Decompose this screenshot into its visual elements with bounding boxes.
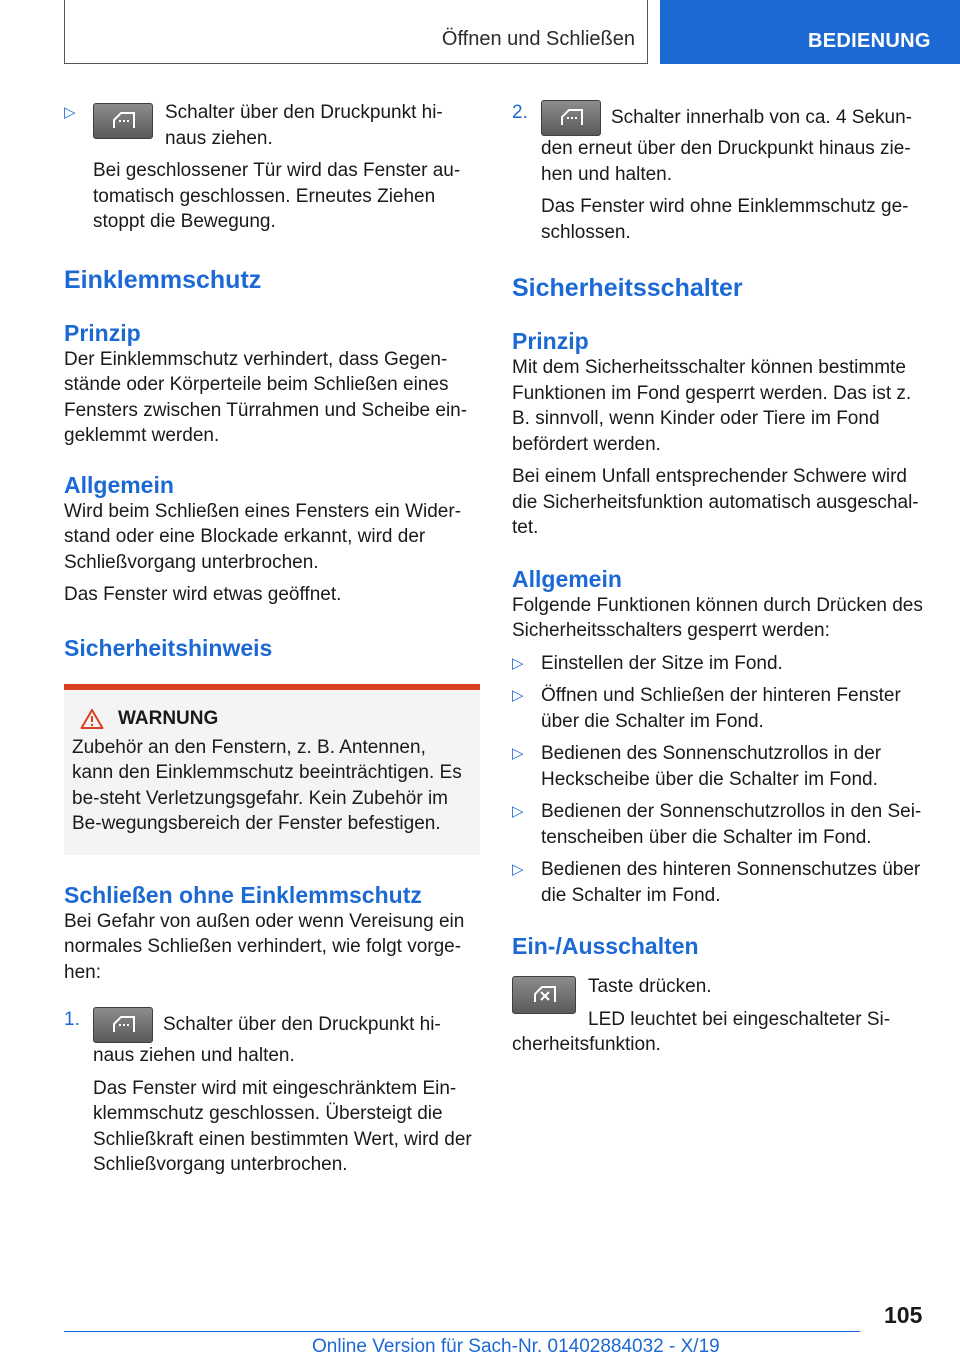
step-continuation: Das Fenster wird mit eingeschränktem Ein-klemmschutz geschlossen. Übersteigt die Schließkraft einen bestimmten Wert, wird der Schließvorgang unterbrochen.	[93, 1077, 472, 1175]
footer-text: Online Version für Sach-Nr. 01402884032 - X/19	[312, 1336, 720, 1357]
bullet-triangle-icon: ▷	[512, 745, 524, 762]
section-title: BEDIENUNG	[808, 30, 931, 52]
bullet-triangle-icon: ▷	[512, 687, 524, 704]
header-chapter-box	[64, 0, 648, 64]
bullet-triangle-icon: ▷	[64, 104, 76, 121]
allgemein-paragraph: Wird beim Schließen eines Fensters ein Wider-stand oder eine Blockade erkannt, wird der Schließvorgang unterbrochen.	[64, 500, 462, 573]
step-text: Schalter über den Druckpunkt hi-naus ziehen und halten.	[93, 1014, 441, 1066]
child-lock-switch-icon	[512, 976, 576, 1014]
window-switch-icon	[93, 1007, 153, 1043]
list-item-text: Öffnen und Schließen der hinteren Fenster über die Schalter im Fond.	[541, 685, 901, 732]
window-switch-icon	[541, 100, 601, 136]
warning-box	[64, 684, 480, 855]
heading-einklemmschutz: Einklemmschutz	[64, 265, 262, 294]
footer-divider	[64, 1331, 860, 1332]
prinzip-paragraph: Bei einem Unfall entsprechender Schwere wird die Sicherheitsfunktion automatisch ausgeschal-tet.	[512, 466, 919, 538]
prinzip-text: Der Einklemmschutz verhindert, dass Gegen-stände oder Körperteile beim Schließen eines Fensters zwischen Türrahmen und Scheibe ein-geklemmt werden.	[64, 348, 468, 446]
right-column	[512, 100, 928, 1058]
list-item	[512, 857, 928, 908]
header-section-tab	[660, 0, 960, 64]
step-item	[512, 100, 928, 245]
window-switch-icon	[93, 103, 153, 139]
ein-aus-text: LED leuchtet bei eingeschalteter Si-cherheitsfunktion.	[512, 1008, 891, 1055]
allgemein-paragraph: Das Fenster wird etwas geöffnet.	[64, 584, 342, 605]
heading-sicherheitshinweis: Sicherheitshinweis	[64, 634, 273, 661]
step-number: 2.	[512, 102, 528, 123]
prinzip-paragraph: Mit dem Sicherheitsschalter können bestimmte Funktionen im Fond gesperrt werden. Das ist z. B. sinnvoll, wenn Kinder oder Tiere im Fond befördert werden.	[512, 357, 912, 455]
ein-aus-text: Taste drücken.	[588, 976, 712, 997]
allgemein-text: Folgende Funktionen können durch Drücken des Sicherheitsschalters gesperrt werden:	[512, 594, 923, 641]
step-text: Schalter innerhalb von ca. 4 Sekun-den erneut über den Druckpunkt hinaus zie-hen und halten.	[541, 107, 913, 185]
heading-sicherheitsschalter: Sicherheitsschalter	[512, 274, 743, 302]
heading-ein-ausschalten: Ein-/Ausschalten	[512, 933, 699, 959]
bullet-switch-text: Schalter über den Druckpunkt hi-naus ziehen.	[165, 102, 443, 149]
list-item-text: Einstellen der Sitze im Fond.	[541, 652, 783, 674]
list-item-text: Bedienen des hinteren Sonnenschutzes über die Schalter im Fond.	[541, 859, 921, 906]
list-item	[512, 651, 928, 677]
list-item	[512, 741, 928, 792]
heading-allgemein: Allgemein	[512, 565, 622, 592]
schliessen-text: Bei Gefahr von außen oder wenn Vereisung ein normales Schließen verhindert, wie folgt vorge-hen:	[64, 910, 465, 983]
step-continuation: Das Fenster wird ohne Einklemmschutz ge-schlossen.	[541, 196, 909, 243]
heading-allgemein: Allgemein	[64, 471, 174, 498]
heading-prinzip: Prinzip	[64, 319, 141, 346]
warning-triangle-icon	[80, 708, 104, 730]
warning-text: Zubehör an den Fenstern, z. B. Antennen, kann den Einklemmschutz beeinträchtigen. Es be-steht Verletzungsgefahr. Kein Zubehör im Be-wegungsbereich der Fenster befestigen.	[72, 736, 462, 834]
bullet-triangle-icon: ▷	[512, 654, 524, 672]
step-number: 1.	[64, 1009, 80, 1030]
list-item	[512, 799, 928, 850]
page-number: 105	[884, 1302, 923, 1328]
bullet-switch-continuation: Bei geschlossener Tür wird das Fenster au-tomatisch geschlossen. Erneutes Ziehen stoppt die Bewegung.	[93, 160, 461, 232]
list-item	[512, 683, 928, 734]
warning-title: WARNUNG	[118, 707, 219, 729]
list-item-text: Bedienen des Sonnenschutzrollos in der Heckscheibe über die Schalter im Fond.	[541, 743, 882, 790]
heading-prinzip: Prinzip	[512, 328, 589, 354]
chapter-title: Öffnen und Schließen	[441, 28, 635, 50]
ein-aus-block	[512, 974, 928, 1058]
bullet-triangle-icon: ▷	[512, 861, 524, 878]
bullet-triangle-icon: ▷	[512, 803, 524, 820]
left-column	[64, 100, 480, 1178]
heading-schliessen-ohne-einklemmschutz: Schließen ohne Einklemmschutz	[64, 881, 422, 908]
step-item	[64, 1007, 480, 1178]
list-item-text: Bedienen der Sonnenschutzrollos in den Sei-tenscheiben über die Schalter im Fond.	[541, 801, 922, 848]
bullet-item	[64, 100, 480, 235]
